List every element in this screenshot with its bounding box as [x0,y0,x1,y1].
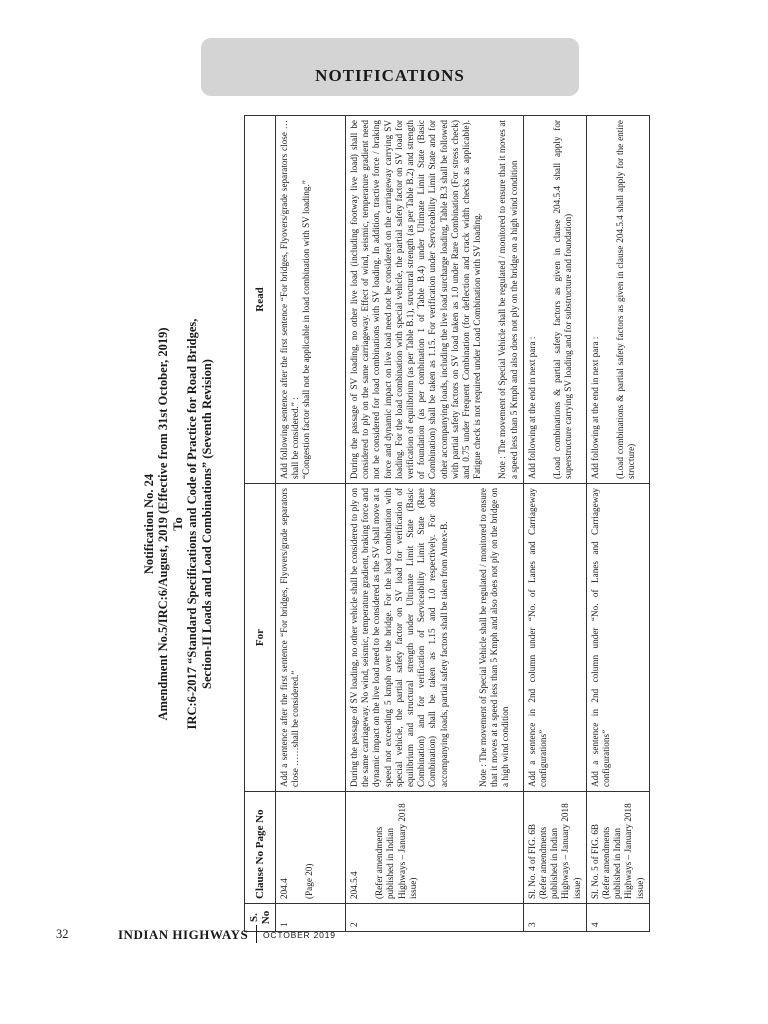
cell-clause [276,792,346,904]
read-text: During the passage of SV loading, no other live load (including footway live load) shall be considered to ply on the same carriageway. Effect of wind, seismic, temperature gradient need not be considered for load combinations with SV loading. In addition, tractive force / braking force and dynamic impact on live load need not be considered on the carriageway carrying SV loading. For the load combination with special vehicle, the partial safety factor on SV load for verification of equilibrium (as per Table B.1), structural strength (as per Table B.2) and strength of foundation (as per combination 1 of Table B.4) under Ultimate Limit State (Basic Combination) shall be taken as 1.15. For verification under Serviceability Limit State and for other accompanying loads, including the live load surcharge loading, Table B.3 shall be followed with partial safety factors on SV load taken as 1.0 under Rare Combination (For stress check) and 0.75 under Frequent Combination (for deflection and crack width checks as applicable). Fatigue check is not required under Load Combination with SV loading. [349,120,483,479]
for-note: Note : The movement of Special Vehicle shall be regulated / monitored to ensure that it moves at a speed less than 5 Kmph and also does not ply on the bridge on a high wind condition [477,488,511,787]
table-row [276,116,346,932]
clause-page: (Page 20) [304,863,315,899]
for-text: Add a sentence in 2nd column under “No. of Lanes and Carriageway configurations” [589,488,612,787]
table-row [523,116,586,932]
for-text: Add a sentence after the first sentence “For bridges, Flyovers/grade separators close ……shall be considered.” [279,488,301,787]
read-text: Add following at the end in next para : [526,336,537,479]
header-sno: S. No [245,904,276,932]
for-text: Add a sentence in 2nd column under “No. of Lanes and Carriageway configurations” [526,488,549,787]
for-text: During the passage of SV loading, no other vehicle shall be considered to ply on the same carriageway. No wind, seismic, temperature gradient, braking force and dynamic impact on the live load need to be considered as the SV shall move at a speed not exceeding 5 kmph over the bridge. For the load combination with special vehicle, the partial safety factor on SV load for verification of equilibrium and structural strength under Ultimate Limit State (Basic Combination) and for verification of Serviceability Limit State (Rare Combination) shall be taken as 1.15 and 1.0 respectively. For other accompanying loads, partial safety factors shall be taken from Annex-B. [349,488,449,787]
clause-reference: (Refer amendments published in Indian Highways – January 2018 issue) [601,803,645,899]
clause-number: 204.4 [279,878,289,899]
cell-read [276,116,346,484]
footer-divider [256,925,257,943]
cell-for [523,484,586,792]
to-line: To [170,517,185,531]
clause-number: Sl. No. 4 of FIG. 6B [526,823,537,899]
table-row [586,116,649,932]
read-note: Note : The movement of Special Vehicle shall be regulated / monitored to ensure that it moves at a speed less than 5 Kmph and also does not ply on the bridge on a high wind condition [497,120,519,479]
section-title: NOTIFICATIONS [315,66,465,85]
read-text: (Load combinations & partial safety factors as given in clause 204.5.4 shall apply for superstructure carrying SV loading and for substructure and foundation) [552,120,574,479]
cell-clause [346,792,524,904]
header-clause: Clause No Page No [245,792,276,904]
issue-date: OCTOBER 2019 [263,930,336,940]
cell-sno: 3 [523,904,586,932]
read-text: Add following sentence after the first sentence “For bridges, Flyovers/grade separators close …shall be considered.” : [279,120,301,479]
clause-reference: (Refer amendments published in Indian Highways – January 2018 issue) [538,803,582,899]
read-text: (Load combinations & partial safety factors as given in clause 204.5.4 shall apply for the entire structure) [615,120,637,479]
cell-read [346,116,524,484]
rotated-content [140,116,645,932]
clause-number: Sl. No. 5 of FIG. 6B [589,823,600,899]
clause-reference: (Refer amendments published in Indian Highways – January 2018 issue) [374,803,418,899]
cell-for [346,484,524,792]
cell-read [586,116,649,484]
amendment-table [244,115,650,932]
page-number: 32 [56,927,69,941]
cell-clause [523,792,586,904]
amendment-line: Amendment No.5/IRC:6/August, 2019 (Effective from 31st October, 2019) [156,327,171,721]
table-header-row [245,116,276,932]
magazine-title: INDIAN HIGHWAYS [118,927,249,942]
header-for: For [245,484,276,792]
cell-for [586,484,649,792]
cell-read [523,116,586,484]
clause-number: 204.5.4 [349,871,359,899]
section-banner [201,38,579,96]
read-text: “Congestion factor shall not be applicable in load combination with SV loading.” [301,180,312,479]
cell-sno: 2 [346,904,524,932]
standard-section-line: Section-II Loads and Load Combinations” (Seventh Revision) [199,359,214,689]
table-row [346,116,524,932]
cell-for [276,484,346,792]
cell-clause [586,792,649,904]
cell-sno: 4 [586,904,649,932]
notification-heading [140,116,244,932]
read-text: Add following at the end in next para : [589,336,600,479]
standard-title-line: IRC:6-2017 “Standard Specifications and Code of Practice for Road Bridges, [185,318,200,730]
cell-sno: 1 [276,904,346,932]
header-read: Read [245,116,276,484]
notification-number: Notification No. 24 [142,473,156,575]
